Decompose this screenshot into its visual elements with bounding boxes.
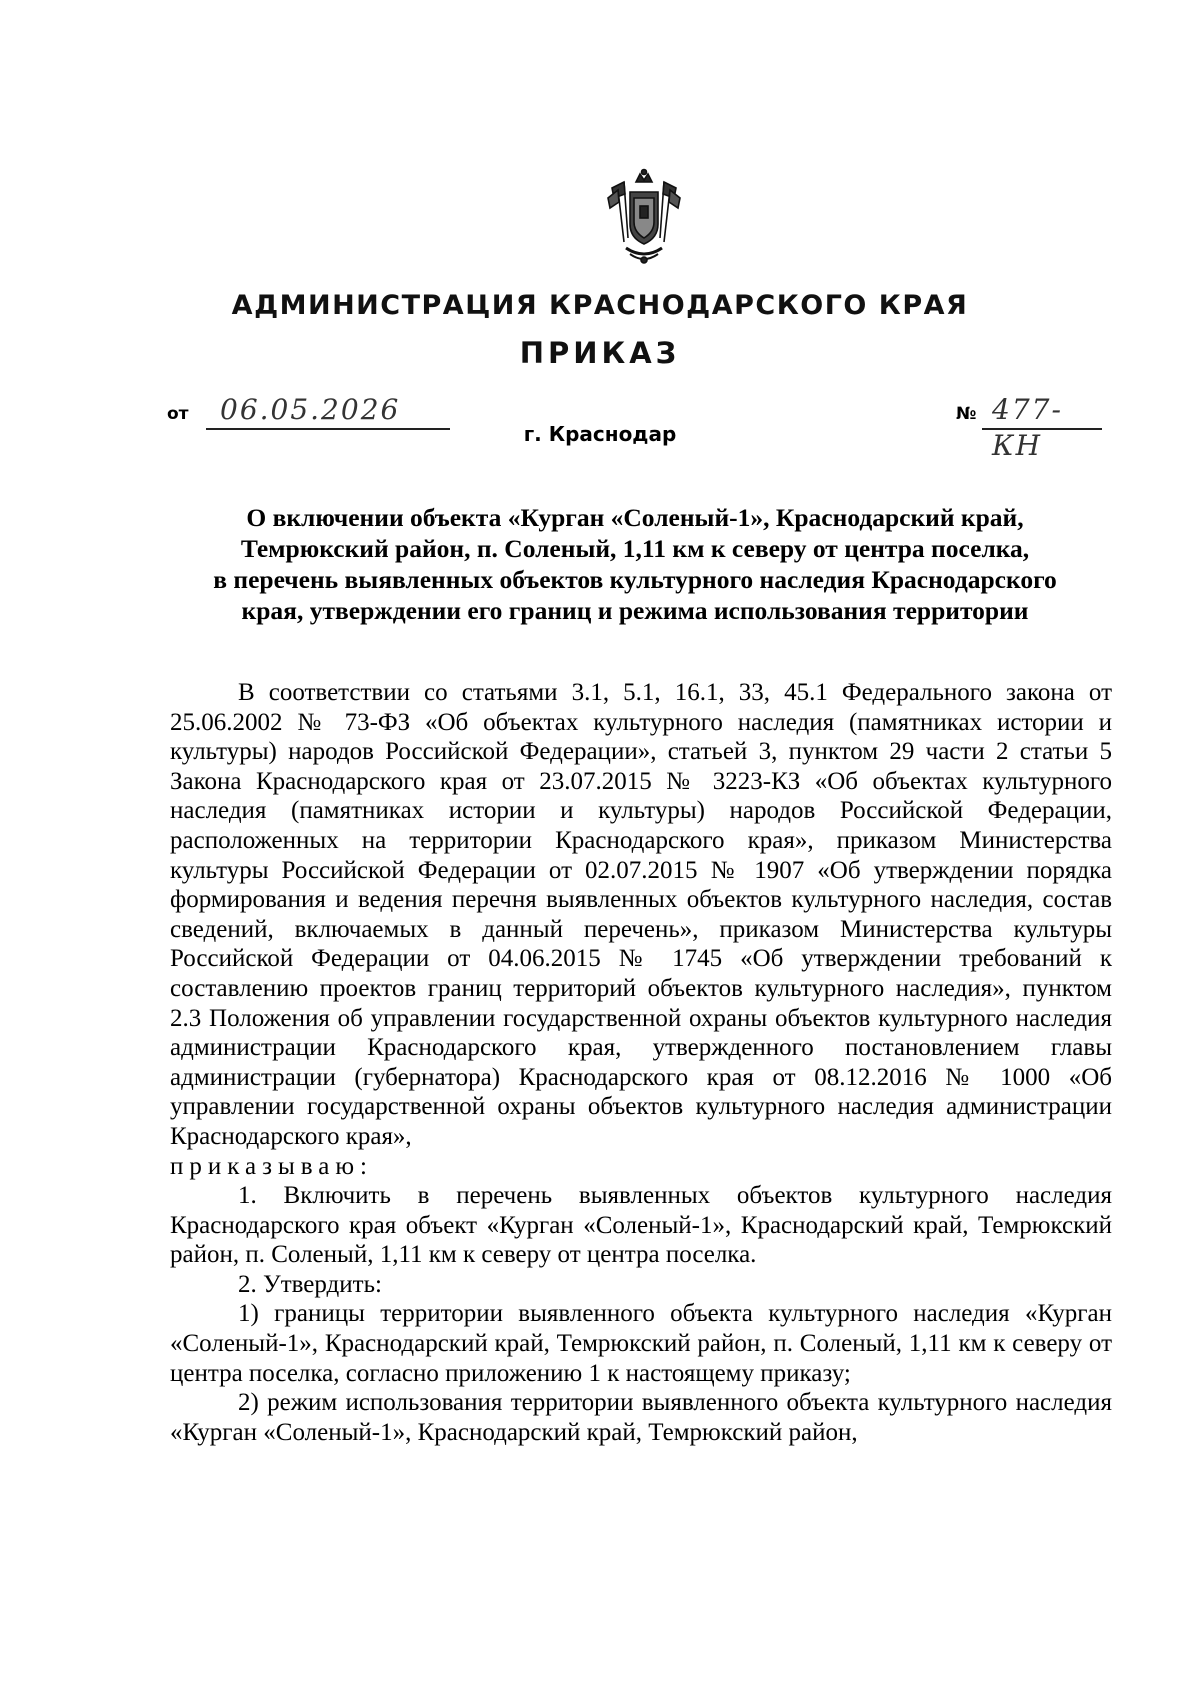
document-details-row bbox=[0, 392, 1200, 462]
krasnodar-coat-of-arms-icon bbox=[606, 168, 682, 268]
date-label: от bbox=[167, 404, 189, 424]
item-1-paragraph: 1. Включить в перечень выявленных объектов культурного наследия Краснодарского края объект «Курган «Соленый-1», Краснодарский край, Темрюкский район, п. Соленый, 1,11 км к северу от центра поселка. bbox=[170, 1182, 1112, 1269]
document-type: ПРИКАЗ bbox=[519, 336, 681, 370]
document-body bbox=[170, 678, 1112, 1447]
title-line: в перечень выявленных объектов культурного наследия Краснодарского bbox=[213, 565, 1057, 594]
title-line: края, утверждении его границ и режима использования территории bbox=[241, 596, 1029, 625]
title-line: Темрюкский район, п. Соленый, 1,11 км к северу от центра поселка, bbox=[240, 534, 1030, 563]
organization-name: АДМИНИСТРАЦИЯ КРАСНОДАРСКОГО КРАЯ bbox=[231, 290, 969, 321]
title-line: О включении объекта «Курган «Соленый-1», Краснодарский край, bbox=[246, 503, 1024, 532]
document-title bbox=[160, 502, 1110, 626]
number-value: 477-КН bbox=[982, 392, 1102, 430]
item-2-2-paragraph: 2) режим использования территории выявленного объекта культурного наследия «Курган «Соленый-1», Краснодарский край, Темрюкский район, bbox=[170, 1389, 1112, 1446]
city-label: г. Краснодар bbox=[523, 422, 677, 446]
item-2-1-paragraph: 1) границы территории выявленного объекта культурного наследия «Курган «Соленый-1», Краснодарский край, Темрюкский район, п. Соленый, 1,11 км к северу от центра поселка, согласно приложению 1 к настоящему приказу; bbox=[170, 1300, 1112, 1387]
date-value: 06.05.2026 bbox=[206, 392, 450, 430]
preamble-paragraph: В соответствии со статьями 3.1, 5.1, 16.1, 33, 45.1 Федерального закона от 25.06.2002 № 73-ФЗ «Об объектах культурного наследия (памятниках истории и культуры) народов Российской Федерации», статьей 3, пунктом 29 части 2 статьи 5 Закона Краснодарского края от 23.07.2015 № 3223-КЗ «Об объектах культурного наследия (памятниках истории и культуры) народов Российской Федерации, расположенных на территории Краснодарского края», приказом Министерства культуры Российской Федерации от 02.07.2015 № 1907 «Об утверждении порядка формирования и ведения перечня выявленных объектов культурного наследия, состав сведений, включаемых в данный перечень», приказом Министерства культуры Российской Федерации от 04.06.2015 № 1745 «Об утверждении требований к составлению проектов границ территорий объектов культурного наследия», пунктом 2.3 Положения об управлении государственной охраны объектов культурного наследия администрации Краснодарского края, утвержденного постановлением главы администрации (губернатора) Краснодарского края от 08.12.2016 № 1000 «Об управлении государственной охраны объектов культурного наследия администрации Краснодарского края», bbox=[170, 679, 1112, 1150]
number-label: № bbox=[956, 404, 977, 424]
order-word: приказываю: bbox=[170, 1152, 373, 1180]
item-2-paragraph: 2. Утвердить: bbox=[238, 1270, 382, 1298]
